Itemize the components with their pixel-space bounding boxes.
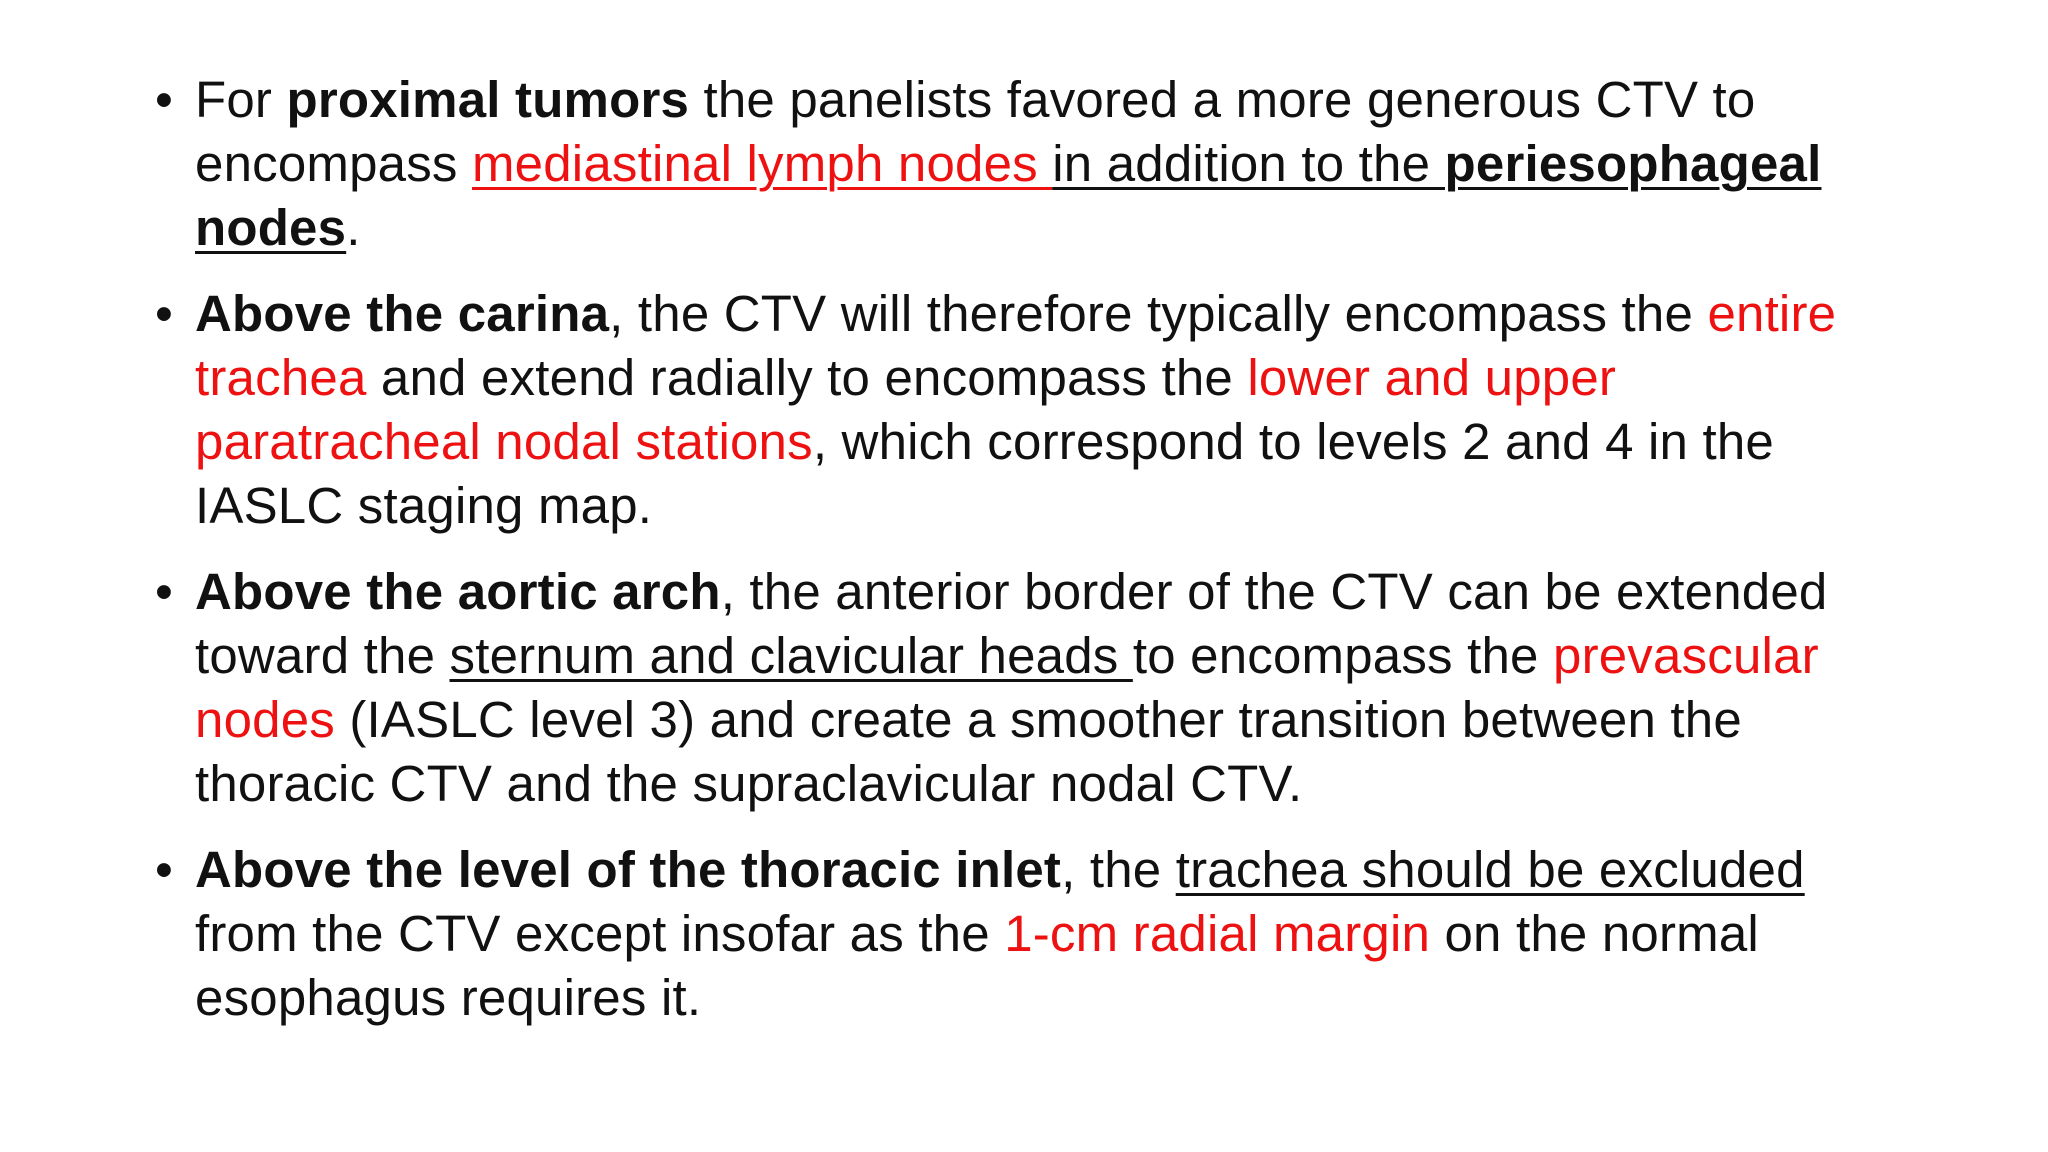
bullet-dot-icon: •	[155, 285, 174, 342]
bullet-text-segment: on the normal esophagus requires it.	[195, 905, 1759, 1026]
bullet-text-segment: mediastinal lymph nodes	[471, 135, 1053, 192]
bullet-text-segment: proximal tumors	[286, 71, 690, 128]
bullet-item	[155, 560, 1915, 816]
bullet-dot-icon: •	[155, 71, 174, 128]
bullet-text-segment: prevascular nodes	[195, 627, 1819, 748]
bullet-text-segment: , which correspond to levels 2 and 4 in the IASLC staging map.	[195, 413, 1774, 534]
bullet-text-segment: and extend radially to encompass the	[366, 349, 1248, 406]
bullet-item	[155, 838, 1915, 1030]
bullet-text-segment: Above the level of the thoracic inlet	[195, 841, 1062, 898]
bullet-text-segment: trachea should be excluded	[1175, 841, 1805, 898]
bullet-text-segment: periesophageal nodes	[195, 135, 1822, 256]
bullet-text-segment: from the CTV except insofar as the	[195, 905, 1005, 962]
bullet-text-segment: to encompass the	[1132, 627, 1553, 684]
bullet-text-segment: , the CTV will therefore typically encompass the	[609, 285, 1708, 342]
bullet-text-segment: Above the aortic arch	[195, 563, 721, 620]
bullet-dot-icon: •	[155, 563, 174, 620]
bullet-text-segment: , the	[1061, 841, 1176, 898]
bullet-text-segment: For	[195, 71, 287, 128]
bullet-item	[155, 282, 1915, 538]
bullet-text-segment: 1-cm radial margin	[1004, 905, 1431, 962]
bullet-text-segment: Above the carina	[195, 285, 610, 342]
bullet-text-segment: sternum and clavicular heads	[449, 627, 1133, 684]
bullet-text-segment: the panelists favored a more generous CTV to encompass	[195, 71, 1756, 192]
bullet-item	[155, 68, 1915, 260]
bullet-text-segment: , the anterior border of the CTV can be extended toward the	[195, 563, 1828, 684]
bullet-text-segment: entire trachea	[195, 285, 1837, 406]
bullet-text-segment: .	[346, 199, 361, 256]
bullet-text-segment: (IASLC level 3) and create a smoother transition between the thoracic CTV and the supraclavicular nodal CTV.	[195, 691, 1742, 812]
bullet-text-segment: in addition to the	[1052, 135, 1445, 192]
bullet-text-segment: lower and upper paratracheal nodal stations	[195, 349, 1617, 470]
bullet-dot-icon: •	[155, 841, 174, 898]
bullet-list	[155, 68, 1915, 1052]
